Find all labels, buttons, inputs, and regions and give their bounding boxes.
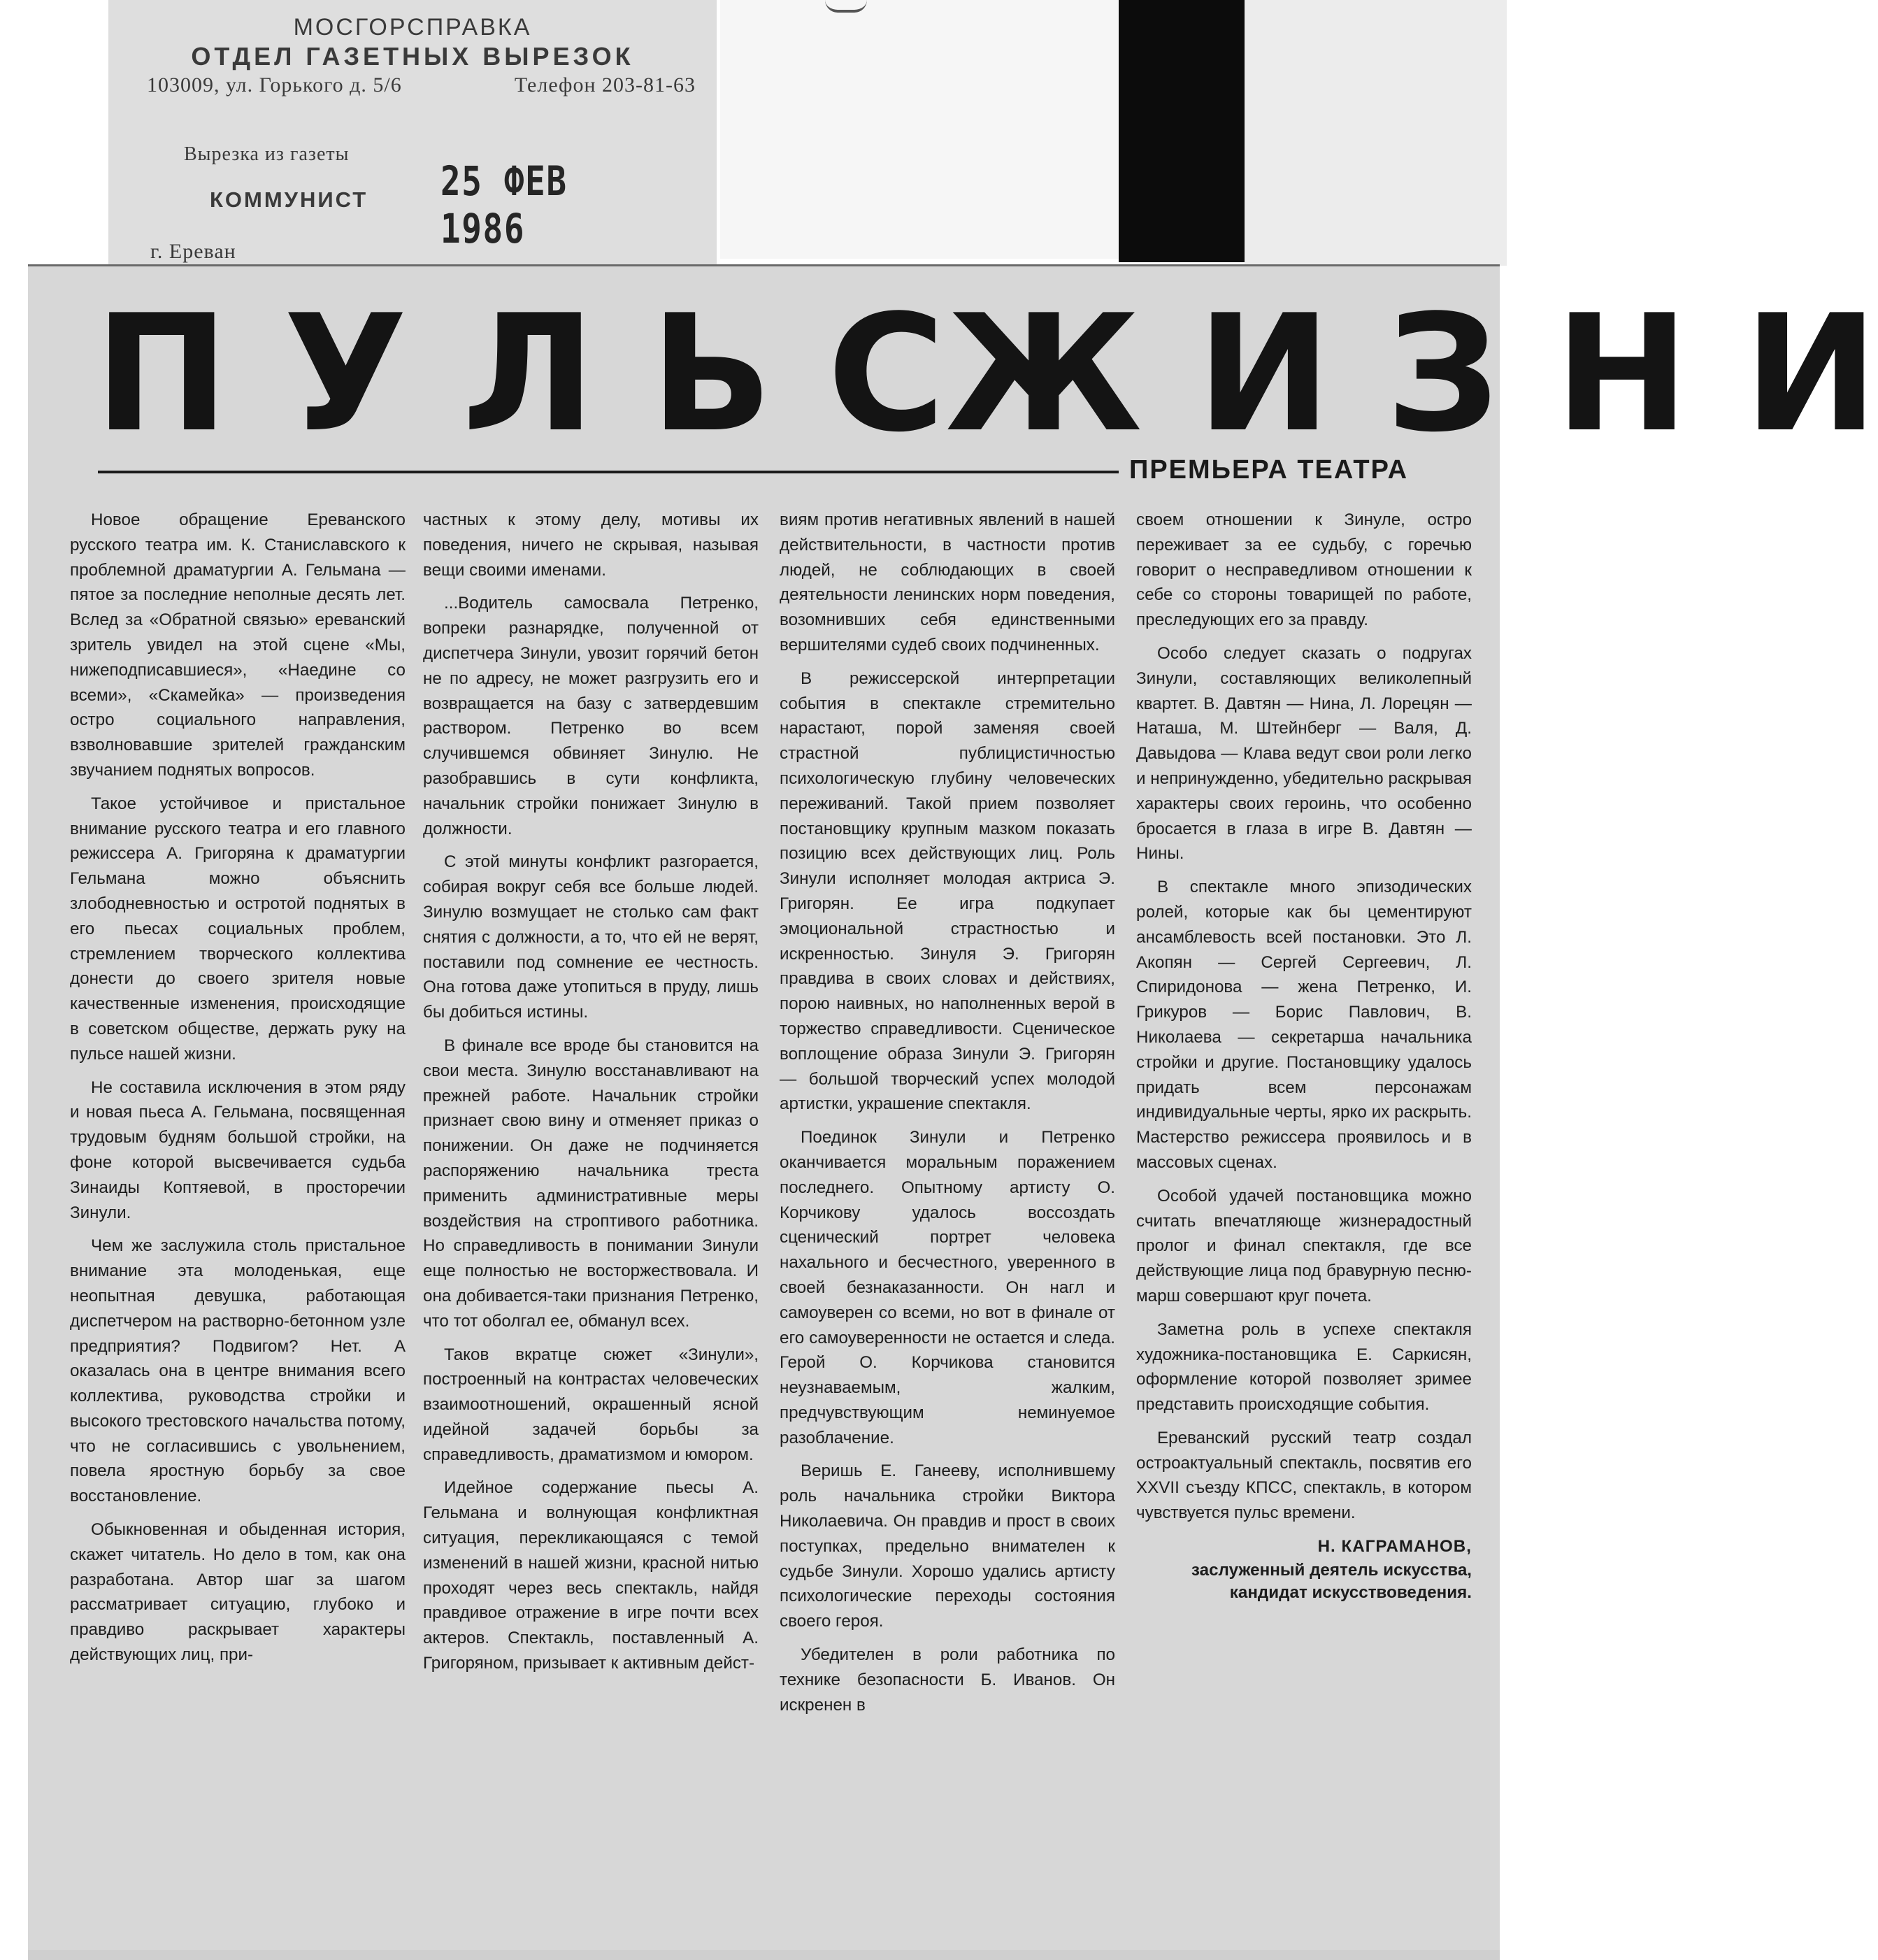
paper-background xyxy=(720,0,1119,259)
rubric: ПРЕМЬЕРА ТЕАТРА xyxy=(1129,455,1409,485)
headline-word-1 xyxy=(94,281,945,468)
stamp-newspaper-name: КОММУНИСТ xyxy=(210,187,368,212)
article-paragraph: своем отношении к Зинуле, остро переживает за ее судьбу, с горечью говорит о несправедливом отношении к себе со стороны товарищей по работе, преследующих его за правду. xyxy=(1136,510,1472,630)
article-paragraph: В спектакле много эпизодических ролей, которые как бы цементируют ансамблевость всей постановки. Это Л. Акопян — Сергей Сергеевич, Л. Спиридонова — жена Петренко, И. Грикуров — Борис Павлович, В. Николаева — секретарша начальника стройки и другие. Постановщику удалось придать всем персонажам индивидуальные черты, ярко их раскрыть. Мастерство режиссера проявилось и в массовых сценах. xyxy=(1136,878,1472,1172)
article-column xyxy=(1136,508,1472,1948)
article-paragraph: виям против негативных явлений в нашей действительности, в частности против людей, не соблюдающих в своей деятельности ленинских норм поведения, возомнивших себя единственными вершителями судеб своих подчиненных. xyxy=(780,510,1115,654)
headline xyxy=(94,281,1878,468)
stamp-department: ОТДЕЛ ГАЗЕТНЫХ ВЫРЕЗОК xyxy=(191,42,634,71)
stamp-clip-label: Вырезка из газеты xyxy=(184,143,350,165)
author-title: заслуженный деятель искусства, кандидат искусствоведения. xyxy=(1191,1560,1472,1602)
article-paragraph: Заметна роль в успехе спектакля художника-постановщика Е. Саркисян, оформление которой позволяет зримее представить происходящие события. xyxy=(1136,1319,1472,1415)
clipping-service-stamp xyxy=(108,0,717,276)
paper-corner xyxy=(1245,0,1507,266)
article-paragraph: В режиссерской интерпретации события в спектакле стремительно нарастают, порой заменяя своей страстной публицистичностью психологическую глубину человеческих переживаний. Такой прием позволяет постановщику крупным мазком показать позицию всех действующих лиц. Роль Зинули исполняет молодая актриса Э. Григорян. Ее игра подкупает эмоциональной страстностью и искренностью. Зинуля Э. Григорян правдива в своих словах и действиях, порою наивных, но наполненных верой в торжество справедливости. Сценическое воплощение образа Зинули Э. Григорян — большой творческий успех молодой артистки, украшение спектакля. xyxy=(780,668,1115,1114)
article-paragraph: Обыкновенная и обыденная история, скажет читатель. Но дело в том, как она разработана. Автор шаг за шагом рассматривает ситуацию, глубоко и правдиво раскрывает характеры действующих лиц, при- xyxy=(70,1520,406,1665)
headline-word-2 xyxy=(945,281,1878,468)
paper-edge xyxy=(28,1950,1500,1960)
headline-letter: С xyxy=(827,281,945,468)
article-paragraph: Ереванский русский театр создал остроактуальный спектакль, посвятив его XXVII съезду КПСС, спектакль, в котором чувствуется пульс времени. xyxy=(1136,1428,1472,1523)
headline-letter: Н xyxy=(1554,281,1689,468)
stamp-address: 103009, ул. Горького д. 5/6 xyxy=(147,73,402,96)
article-paragraph: Не составила исключения в этом ряду и новая пьеса А. Гельмана, посвященная трудовым будням большой стройки, на фоне которой высвечивается судьба Зинаиды Коптяевой, в просторечии Зинули. xyxy=(70,1078,406,1222)
rubric-rule xyxy=(98,471,1119,473)
article-paragraph: Чем же заслужила столь пристальное внимание эта молоденькая, еще неопытная девушка, работающая диспетчером на растворно-бетонном узле предприятия? Подвигом? Нет. А оказалась она в центре внимания всего коллектива, руководства стройки и высокого трестовского начальства потому, что не согласившись с увольнением, повела яростную борьбу за свое восстановление. xyxy=(70,1236,406,1506)
article-paragraph: С этой минуты конфликт разгорается, собирая вокруг себя все больше людей. Зинулю возмущает не столько сам факт снятия с должности, а то, что ей не верят, поставили под сомнение ее честность. Она готова даже утопиться в пруду, лишь бы добиться истины. xyxy=(423,852,759,1022)
headline-letter: И xyxy=(1196,281,1332,468)
headline-letter: Ж xyxy=(945,281,1142,468)
article-paragraph: ...Водитель самосвала Петренко, вопреки разнарядке, полученной от диспетчера Зинули, увозит горячий бетон не по адресу, не может разгрузить его и возвращается на базу с затвердевшим раствором. Петренко во всем случившемся обвиняет Зинулю. Не разобравшись в сути конфликта, начальник стройки понижает Зинулю в должности. xyxy=(423,594,759,838)
article-paragraph: Идейное содержание пьесы А. Гельмана и волнующая конфликтная ситуация, перекликающаяся с темой изменений в нашей жизни, красной нитью проходят через весь спектакль, найдя правдивое отражение в игре почти всех актеров. Спектакль, поставленный А. Григоряном, призывает к активным дейст- xyxy=(423,1478,759,1673)
article-paragraph: Убедителен в роли работника по технике безопасности Б. Иванов. Он искренен в xyxy=(780,1645,1115,1715)
article-paragraph: частных к этому делу, мотивы их поведения, ничего не скрывая, называя вещи своими именами. xyxy=(423,510,759,580)
article-paragraph: Особой удачей постановщика можно считать впечатляюще жизнерадостный пролог и финал спектакля, где все действующие лица под бравурную песню-марш совершают круг почета. xyxy=(1136,1186,1472,1306)
headline-letter: Л xyxy=(461,281,596,468)
author-name: Н. КАГРАМАНОВ, xyxy=(1317,1537,1472,1557)
article-paragraph: Таков вкратце сюжет «Зинули», построенный на контрастах человеческих взаимоотношений, окрашенный ясной идейной задачей борьбы за справедливость, драматизмом и юмором. xyxy=(423,1345,759,1464)
article-paragraph: В финале все вроде бы становится на свои места. Зинулю восстанавливают на прежней работе. Начальник стройки признает свою вину и отменяет приказ о понижении. Он даже не подчиняется распоряжению начальника треста применить административные меры воздействия на строптивого работника. Но справедливость в понимании Зинули еще полностью не восторжествовала. И она добивается-таки признания Петренко, что тот оболгал ее, обманул всех. xyxy=(423,1036,759,1331)
headline-letter: З xyxy=(1386,281,1500,468)
article-column xyxy=(780,508,1115,1948)
newspaper-clipping xyxy=(28,264,1878,1960)
article-paragraph: Особо следует сказать о подругах Зинули, составляющих великолепный квартет. В. Давтян — Нина, Л. Лорецян — Наташа, М. Штейнберг — Валя, Д. Давыдова — Клава ведут свои роли легко и непринужденно, убедительно раскрывая характеры своих героинь, что особенно бросается в глаза в игре В. Давтян — Нины. xyxy=(1136,643,1472,864)
article-paragraph: Поединок Зинули и Петренко оканчивается моральным поражением последнего. Опытному артисту О. Корчикову удалось воссоздать сценический портрет человека нахального и бесчестного, уверенного в своей безнаказанности. Он нагл и самоуверен со всеми, но вот в финале от его самоуверенности не остается и следа. Герой О. Корчикова становится неузнаваемым, жалким, предчувствующим неминуемое разоблачение. xyxy=(780,1128,1115,1447)
pen-mark xyxy=(825,0,867,13)
stamp-phone: Телефон 203-81-63 xyxy=(514,73,696,96)
article-column xyxy=(70,508,406,1948)
article-column xyxy=(423,508,759,1948)
article-paragraph: Такое устойчивое и пристальное внимание русского театра и его главного режиссера А. Григоряна к драматургии Гельмана можно объяснить злободневностью и остротой поднятых в его пьесах социальных проблем, стремлением творческого коллектива донести до своего зрителя новые качественные изменения, происходящие в советском обществе, держать руку на пульсе нашей жизни. xyxy=(70,794,406,1064)
headline-letter: Ь xyxy=(650,281,773,468)
stamp-date: 25 ФЕВ 1986 xyxy=(440,157,568,252)
black-edge xyxy=(1119,0,1245,262)
stamp-city: г. Ереван xyxy=(150,240,236,263)
headline-letter: П xyxy=(94,281,229,468)
article-body xyxy=(70,508,1475,1948)
article-paragraph: Новое обращение Ереванского русского театра им. К. Станиславского к проблемной драматургии А. Гельмана — пятое за последние неполные десять лет. Вслед за «Обратной связью» ереванский зритель увидел на этой сцене «Мы, нижеподписавшиеся», «Наедине со всеми», «Скамейка» — произведения остро социального направления, взволновавшие зрителей гражданским звучанием поднятых вопросов. xyxy=(70,510,406,780)
headline-letter: И xyxy=(1743,281,1878,468)
headline-letter: У xyxy=(283,281,408,468)
stamp-organization: МОСГОРСПРАВКА xyxy=(293,14,532,41)
article-paragraph: Веришь Е. Ганееву, исполнившему роль начальника стройки Виктора Николаевича. Он правдив и прост в своих поступках, предельно внимателен к судьбе Зинули. Хорошо удались артисту психологические переходы состояния своего героя. xyxy=(780,1461,1115,1631)
